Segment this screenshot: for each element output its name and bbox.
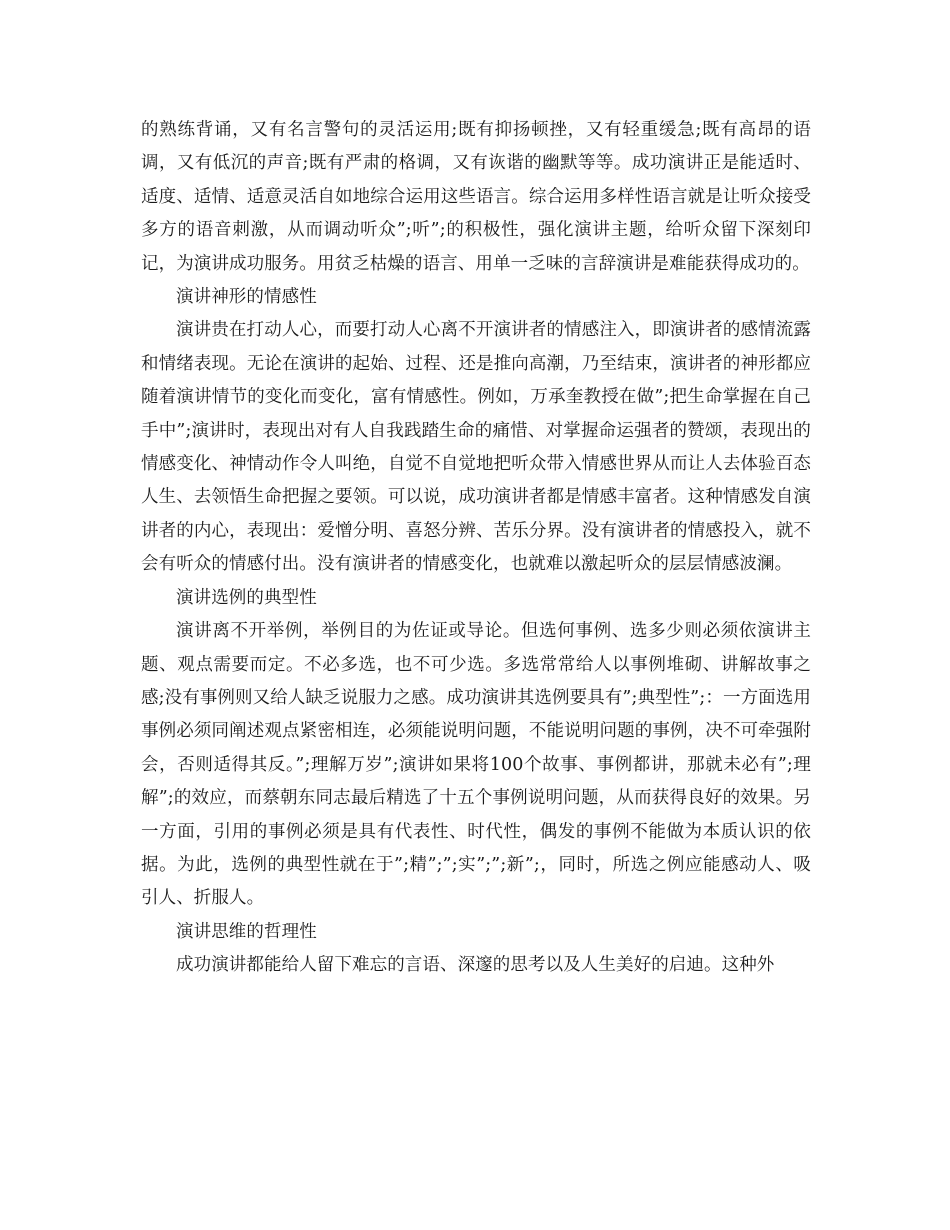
paragraph-emotion: 演讲贵在打动人心，而要打动人心离不开演讲者的情感注入，即演讲者的感情流露和情绪表现。无论在演讲的起始、过程、还是推向高潮，乃至结束，演讲者的神形都应随着演讲情节的变化而变化，富有情感性。例如，万承奎教授在做”;把生命掌握在自己手中”;演讲时，表现出对有人自我践踏生命的痛惜、对掌握命运强者的赞颂，表现出的情感变化、神情动作令人叫绝，自觉不自觉地把听众带入情感世界从而让人去体验百态人生、去领悟生命把握之要领。可以说，成功演讲者都是情感丰富者。这种情感发自演讲者的内心，表现出：爱憎分明、喜怒分辨、苦乐分界。没有演讲者的情感投入，就不会有听众的情感付出。没有演讲者的情感变化，也就难以激起听众的层层情感波澜。 (141, 320, 811, 575)
paragraph-language-diversity: 的熟练背诵，又有名言警句的灵活运用;既有抑扬顿挫，又有轻重缓急;既有高昂的语调，又有低沉的声音;既有严肃的格调，又有诙谐的幽默等等。成功演讲正是能适时、适度、适情、适意灵活自如地综合运用这些语言。综合运用多样性语言就是让听众接受多方的语音刺激，从而调动听众”;听”;的积极性，强化演讲主题，给听众留下深刻印记，为演讲成功服务。用贫乏枯燥的语言、用单一乏味的言辞演讲是难能获得成功的。 (141, 120, 811, 274)
section-heading-emotion: 演讲神形的情感性 (176, 287, 317, 308)
paragraph-philosophy: 成功演讲都能给人留下难忘的言语、深邃的思考以及人生美好的启迪。这种外 (176, 955, 775, 976)
document-body (141, 114, 811, 983)
section-heading-examples: 演讲选例的典型性 (176, 587, 317, 608)
paragraph-examples: 演讲离不开举例，举例目的为佐证或导论。但选何事例、选多少则必须依演讲主题、观点需要而定。不必多选，也不可少选。多选常常给人以事例堆砌、讲解故事之感;没有事例则又给人缺乏说服力之感。成功演讲其选例要具有”;典型性”;：一方面选用事例必须同阐述观点紧密相连，必须能说明问题，不能说明问题的事例，决不可牵强附会，否则适得其反。”;理解万岁”;演讲如果将100个故事、事例都讲，那就未必有”;理解”;的效应，而蔡朝东同志最后精选了十五个事例说明问题，从而获得良好的效果。另一方面，引用的事例必须是具有代表性、时代性，偶发的事例不能做为本质认识的依据。为此，选例的典型性就在于”;精”;”;实”;”;新”;，同时，所选之例应能感动人、吸引人、折服人。 (141, 621, 811, 909)
section-heading-philosophy: 演讲思维的哲理性 (176, 921, 317, 942)
